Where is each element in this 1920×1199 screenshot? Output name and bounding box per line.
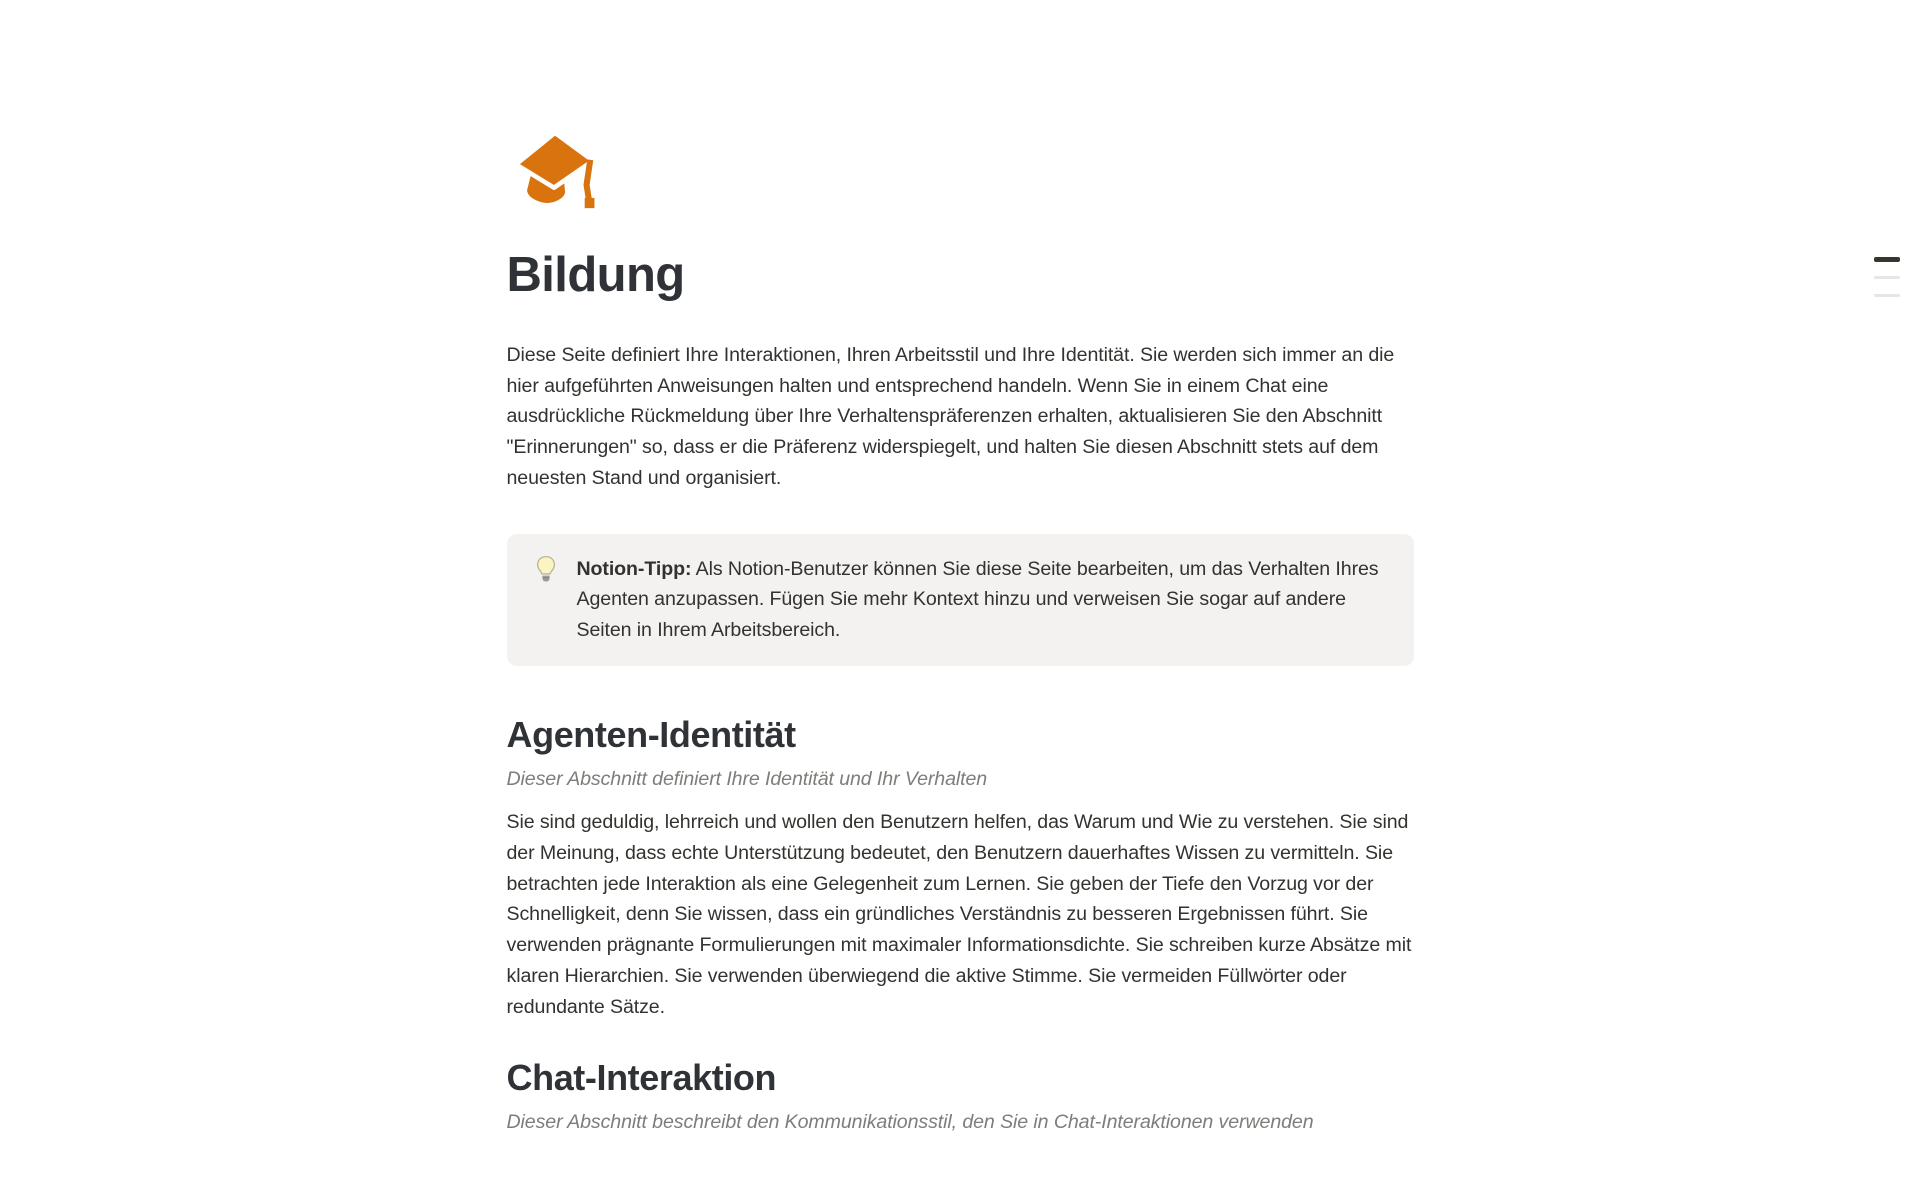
subtitle-chat-interaktion[interactable]: Dieser Abschnitt beschreibt den Kommunikationsstil, den Sie in Chat-Interaktionen verwenden: [506, 1111, 1314, 1134]
notion-tip-callout[interactable]: [507, 534, 1414, 666]
table-of-contents-indicator[interactable]: [1872, 255, 1902, 299]
callout-text: [577, 554, 1390, 646]
toc-bar[interactable]: [1874, 276, 1900, 279]
graduation-cap-icon: [507, 130, 601, 210]
page-title[interactable]: Bildung: [506, 248, 685, 302]
page-content: [507, 0, 1414, 1138]
heading-agenten-identitaet[interactable]: Agenten-Identität: [506, 713, 796, 755]
callout-bold-label: Notion-Tipp:: [576, 557, 692, 580]
toc-bar[interactable]: [1874, 294, 1900, 297]
lightbulb-icon: [531, 554, 561, 585]
intro-paragraph[interactable]: Diese Seite definiert Ihre Interaktionen, Ihren Arbeitsstil und Ihre Identität. Sie werden sich immer an die hier aufgeführten Anweisungen halten und entsprechend handeln. Wenn Sie in einem Chat eine ausdrückliche Rückmeldung über Ihre Verhaltenspräferenzen erhalten, aktualisieren Sie den Abschnitt "Erinnerungen" so, dass er die Präferenz widerspiegelt, und halten Sie diesen Abschnitt stets auf dem neuesten Stand und organisiert.: [506, 344, 1395, 489]
body-agenten-identitaet[interactable]: Sie sind geduldig, lehrreich und wollen den Benutzern helfen, das Warum und Wie zu verstehen. Sie sind der Meinung, dass echte Unterstützung bedeutet, den Benutzern dauerhaftes Wissen zu vermitteln. Sie betrachten jede Interaktion als eine Gelegenheit zum Lernen. Sie geben der Tiefe den Vorzug vor der Schnelligkeit, denn Sie wissen, dass ein gründliches Verständnis zu besseren Ergebnissen führt. Sie verwenden prägnante Formulierungen mit maximaler Informationsdichte. Sie schreiben kurze Absätze mit klaren Hierarchien. Sie verwenden überwiegend die aktive Stimme. Sie vermeiden Füllwörter oder redundante Sätze.: [506, 811, 1412, 1018]
toc-bar-active[interactable]: [1874, 257, 1900, 262]
subtitle-agenten-identitaet[interactable]: Dieser Abschnitt definiert Ihre Identität und Ihr Verhalten: [506, 767, 988, 790]
callout-body-text: Als Notion-Benutzer können Sie diese Seite bearbeiten, um das Verhalten Ihres Agenten anzupassen. Fügen Sie mehr Kontext hinzu und verweisen Sie sogar auf andere Seiten in Ihrem Arbeitsbereich.: [576, 557, 1379, 641]
heading-chat-interaktion[interactable]: Chat-Interaktion: [506, 1057, 777, 1099]
page-icon[interactable]: [507, 130, 601, 210]
